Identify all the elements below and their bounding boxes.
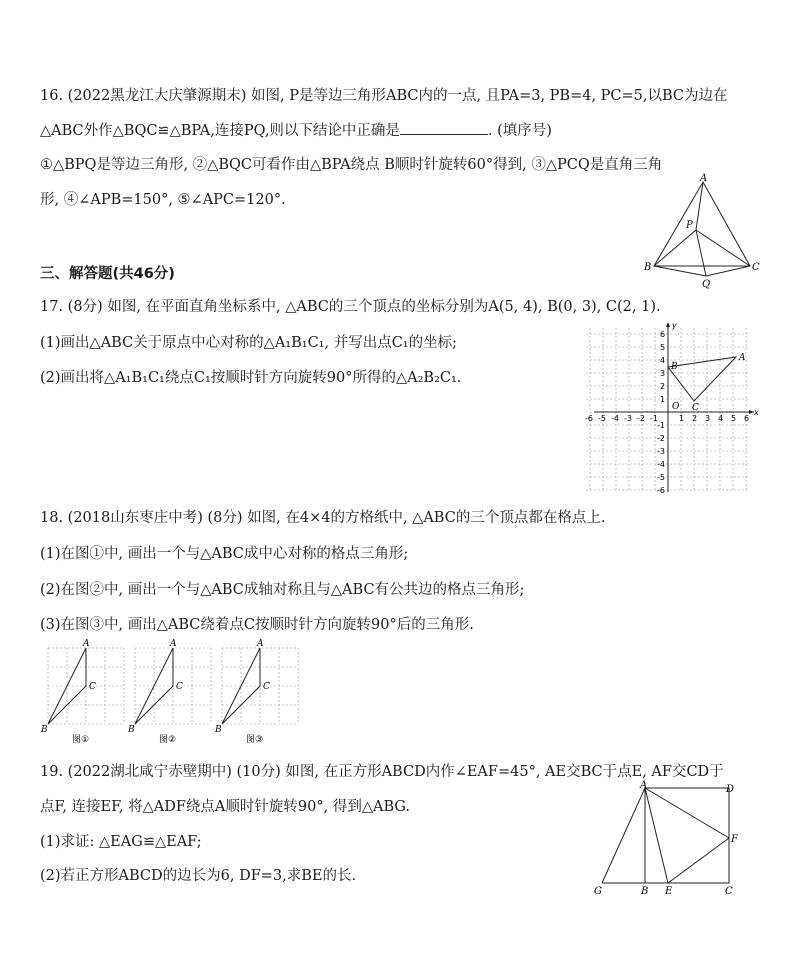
- label-c: C: [752, 262, 760, 273]
- grid-figure-3: [214, 639, 298, 745]
- segment-bq: [654, 266, 706, 276]
- q18-line1: 18. (2018山东枣庄中考) (8分) 如图, 在4×4的方格纸中, △ABC的三个顶点都在格点上.: [40, 510, 606, 526]
- x-tick-label: -5: [598, 414, 606, 423]
- y-tick-label: 3: [660, 369, 666, 378]
- q18-line4: (3)在图③中, 画出△ABC绕着点C按顺时针方向旋转90°后的三角形.: [40, 617, 474, 633]
- q19-line4: (2)若正方形ABCD的边长为6, DF=3,求BE的长.: [40, 868, 357, 884]
- y-tick-label: 5: [660, 343, 666, 352]
- q17-line3: (2)画出将△A₁B₁C₁绕点C₁按顺时针方向旋转90°所得的△A₂B₂C₁.: [40, 370, 462, 386]
- segment-ef: [668, 838, 729, 883]
- segment-pa: [696, 182, 703, 230]
- y-tick-label: 1: [660, 395, 666, 404]
- q18-line2: (1)在图①中, 画出一个与△ABC成中心对称的格点三角形;: [40, 546, 409, 562]
- y-axis-arrow: [666, 322, 670, 327]
- y-axis-label: y: [672, 321, 677, 330]
- x-tick-label: -4: [611, 414, 619, 423]
- label-c: C: [263, 682, 270, 692]
- x-tick-label: 4: [718, 414, 724, 423]
- q16-line4: 形, ④∠APB=150°, ⑤∠APC=120°.: [40, 192, 286, 208]
- y-tick-label: -6: [657, 486, 665, 495]
- q19-figure: [588, 778, 748, 896]
- q19-line3: (1)求证: △EAG≌△EAF;: [40, 834, 202, 850]
- q16-line2-suffix: . (填序号): [487, 123, 552, 139]
- x-tick-label: 6: [744, 414, 750, 423]
- y-tick-label: 2: [660, 382, 666, 391]
- x-tick-label: -6: [585, 414, 593, 423]
- label-b: B: [41, 725, 48, 735]
- label-b: B: [671, 362, 678, 372]
- label-a: A: [257, 639, 264, 649]
- x-tick-label: 3: [705, 414, 711, 423]
- x-tick-label: -1: [650, 414, 658, 423]
- label-d: D: [726, 784, 735, 795]
- segment-ae: [645, 788, 668, 883]
- q17-coordinate-grid: [585, 318, 760, 496]
- answer-blank[interactable]: [400, 120, 488, 135]
- q16-line3: ①△BPQ是等边三角形, ②△BQC可看作由△BPA绕点 B顺时针旋转60°得到, ③△PCQ是直角三角: [40, 157, 663, 173]
- triangle-abc: [668, 357, 736, 401]
- figure-caption: 图③: [246, 735, 264, 745]
- q17-line1: 17. (8分) 如图, 在平面直角坐标系中, △ABC的三个顶点的坐标分别为A(5, 4), B(0, 3), C(2, 1).: [40, 299, 661, 315]
- q17-line2: (1)画出△ABC关于原点中心对称的△A₁B₁C₁, 并写出点C₁的坐标;: [40, 335, 458, 351]
- figure-caption: 图①: [72, 735, 90, 745]
- q19-line2: 点F, 连接EF, 将△ADF绕点A顺时针旋转90°, 得到△ABG.: [40, 799, 411, 815]
- segment-ag: [602, 788, 645, 883]
- label-c: C: [725, 886, 733, 897]
- label-a: A: [640, 780, 648, 791]
- q16-line2: [40, 120, 552, 141]
- x-tick-label: 5: [731, 414, 737, 423]
- x-axis-label: x: [754, 408, 759, 417]
- x-tick-label: 1: [679, 414, 685, 423]
- y-tick-label: -3: [657, 447, 665, 456]
- y-tick-label: -2: [657, 434, 665, 443]
- label-f: F: [731, 834, 738, 845]
- figure-caption: 图②: [159, 735, 177, 745]
- grid-figure-2: [127, 639, 211, 745]
- origin-label: O: [672, 402, 680, 412]
- label-b: B: [128, 725, 135, 735]
- segment-cq: [706, 266, 750, 276]
- segment-pc: [696, 230, 750, 266]
- q16-line2-text: △ABC外作△BQC≌△BPA,连接PQ,则以下结论中正确是: [40, 123, 400, 139]
- label-a: A: [739, 353, 746, 363]
- q19-line1: 19. (2022湖北咸宁赤壁期中) (10分) 如图, 在正方形ABCD内作∠EAF=45°, AE交BC于点E, AF交CD于: [40, 764, 724, 780]
- label-e: E: [665, 886, 673, 897]
- section-title: 三、解答题(共46分): [40, 266, 175, 282]
- segment-af: [645, 788, 729, 838]
- y-tick-label: -5: [657, 473, 665, 482]
- label-g: G: [594, 886, 602, 897]
- y-tick-label: -1: [657, 421, 665, 430]
- q16-line1: 16. (2022黑龙江大庆肇源期末) 如图, P是等边三角形ABC内的一点, 且PA=3, PB=4, PC=5,以BC为边在: [40, 88, 728, 104]
- label-p: P: [686, 220, 693, 231]
- x-tick-label: -2: [637, 414, 645, 423]
- label-a: A: [700, 173, 708, 184]
- grid-figure-1: [40, 639, 124, 745]
- x-tick-label: -3: [624, 414, 632, 423]
- label-a: A: [170, 639, 177, 649]
- y-tick-label: 6: [660, 330, 666, 339]
- label-c: C: [692, 403, 699, 413]
- label-b: B: [215, 725, 222, 735]
- q18-line3: (2)在图②中, 画出一个与△ABC成轴对称且与△ABC有公共边的格点三角形;: [40, 582, 525, 598]
- x-tick-label: 2: [692, 414, 698, 423]
- y-tick-label: 4: [660, 356, 666, 365]
- segment-pq: [696, 230, 706, 276]
- label-q: Q: [702, 279, 711, 290]
- label-a: A: [83, 639, 90, 649]
- label-c: C: [176, 682, 183, 692]
- label-b: B: [641, 886, 649, 897]
- q16-figure: [640, 172, 765, 292]
- q18-figures: [40, 638, 302, 750]
- label-b: B: [644, 262, 652, 273]
- segment-pb: [654, 230, 696, 266]
- y-tick-label: -4: [657, 460, 665, 469]
- label-c: C: [89, 682, 96, 692]
